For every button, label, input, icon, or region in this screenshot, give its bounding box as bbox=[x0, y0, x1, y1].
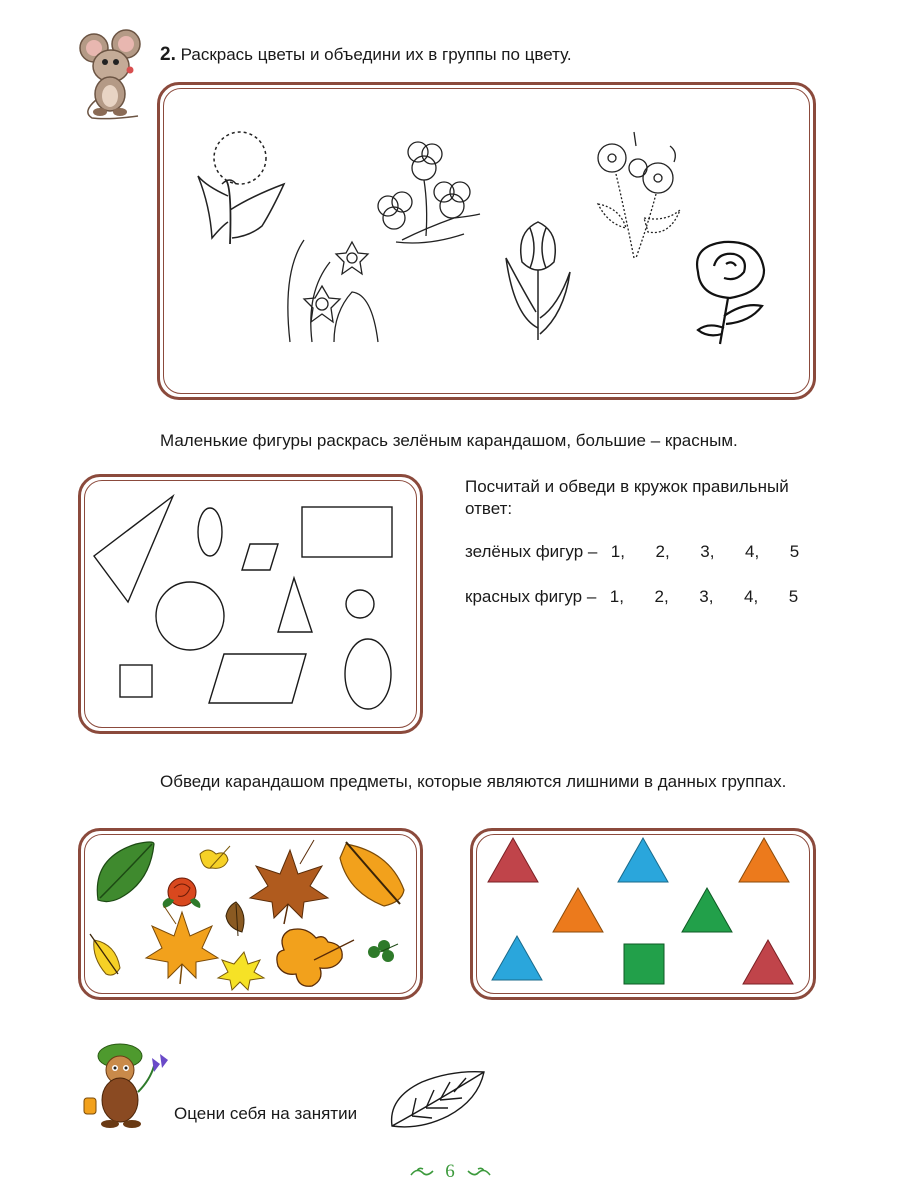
pansy-flower-outline bbox=[372, 136, 484, 246]
small-yellow-leaf bbox=[200, 846, 230, 868]
leaf-outline-icon[interactable] bbox=[386, 1068, 490, 1132]
orange-lobed-leaf bbox=[277, 929, 354, 986]
mouse-illustration bbox=[78, 28, 144, 120]
triangles-drawing bbox=[470, 828, 816, 1000]
daffodil-flower-outline bbox=[282, 232, 382, 348]
orange-triangle bbox=[739, 838, 789, 882]
small-square-shape bbox=[120, 665, 152, 697]
leaves-drawing bbox=[78, 828, 423, 1000]
green-option-4[interactable]: 4, bbox=[745, 542, 760, 561]
tulip-flower-outline bbox=[500, 218, 576, 344]
footer-ornament-right-icon bbox=[466, 1165, 492, 1179]
small-circle-shape bbox=[346, 590, 374, 618]
red-count-label: красных фигур – bbox=[465, 587, 597, 606]
shapes-instruction: Маленькие фигуры раскрась зелёным карандашом, большие – красным. bbox=[160, 431, 738, 450]
orange-maple-leaf bbox=[146, 906, 218, 984]
green-leaf bbox=[97, 842, 154, 902]
red-triangle bbox=[488, 838, 538, 882]
red-rose bbox=[163, 878, 201, 908]
yellow-leaf bbox=[90, 934, 120, 975]
small-brown-leaf bbox=[226, 902, 244, 936]
red-option-1[interactable]: 1, bbox=[609, 587, 624, 606]
page-footer bbox=[0, 1160, 900, 1183]
dandelion-flower-outline bbox=[192, 126, 292, 248]
large-oval-shape bbox=[345, 639, 391, 709]
count-prompt: Посчитай и обведи в кружок правильный ответ: bbox=[465, 477, 789, 518]
green-option-1[interactable]: 1, bbox=[610, 542, 625, 561]
green-count-label: зелёных фигур – bbox=[465, 542, 598, 561]
green-square bbox=[624, 944, 664, 984]
small-green-leaf bbox=[368, 940, 398, 962]
red-option-3[interactable]: 3, bbox=[699, 587, 714, 606]
red-option-5[interactable]: 5 bbox=[788, 587, 799, 606]
page-number: 6 bbox=[445, 1160, 455, 1182]
forest-character-illustration bbox=[80, 1036, 172, 1130]
green-triangle bbox=[682, 888, 732, 932]
large-parallelogram-shape bbox=[209, 654, 306, 703]
orange-triangle bbox=[553, 888, 603, 932]
red-option-4[interactable]: 4, bbox=[743, 587, 759, 606]
self-assessment-text: Оцени себя на занятии bbox=[174, 1104, 358, 1123]
green-option-3[interactable]: 3, bbox=[700, 542, 715, 561]
large-rectangle-shape bbox=[302, 507, 392, 557]
small-parallelogram-shape bbox=[242, 544, 278, 570]
odd-one-out-instruction: Обведи карандашом предметы, которые являются лишними в данных группах. bbox=[160, 772, 787, 791]
shapes-drawing bbox=[78, 474, 423, 734]
large-circle-shape bbox=[156, 582, 224, 650]
red-triangle bbox=[743, 940, 793, 984]
blue-triangle bbox=[492, 936, 542, 980]
red-count-row bbox=[465, 586, 845, 608]
green-option-5[interactable]: 5 bbox=[789, 542, 800, 561]
task-2-text: Раскрась цветы и объедини их в группы по цвету. bbox=[180, 45, 572, 64]
footer-ornament-left-icon bbox=[409, 1165, 435, 1179]
poppy-flower-outline bbox=[590, 128, 684, 262]
small-oval-shape bbox=[198, 508, 222, 556]
rose-flower-outline bbox=[684, 236, 770, 348]
small-triangle-shape bbox=[278, 578, 312, 632]
brown-maple-leaf bbox=[250, 840, 328, 924]
large-triangle-shape bbox=[94, 496, 173, 602]
blue-triangle bbox=[618, 838, 668, 882]
orange-leaf bbox=[340, 842, 404, 906]
red-option-2[interactable]: 2, bbox=[654, 587, 669, 606]
task-number: 2. bbox=[160, 44, 176, 65]
small-yellow-maple-leaf bbox=[218, 952, 264, 990]
green-count-row bbox=[465, 541, 845, 563]
task-2-heading bbox=[160, 44, 860, 66]
green-option-2[interactable]: 2, bbox=[655, 542, 670, 561]
